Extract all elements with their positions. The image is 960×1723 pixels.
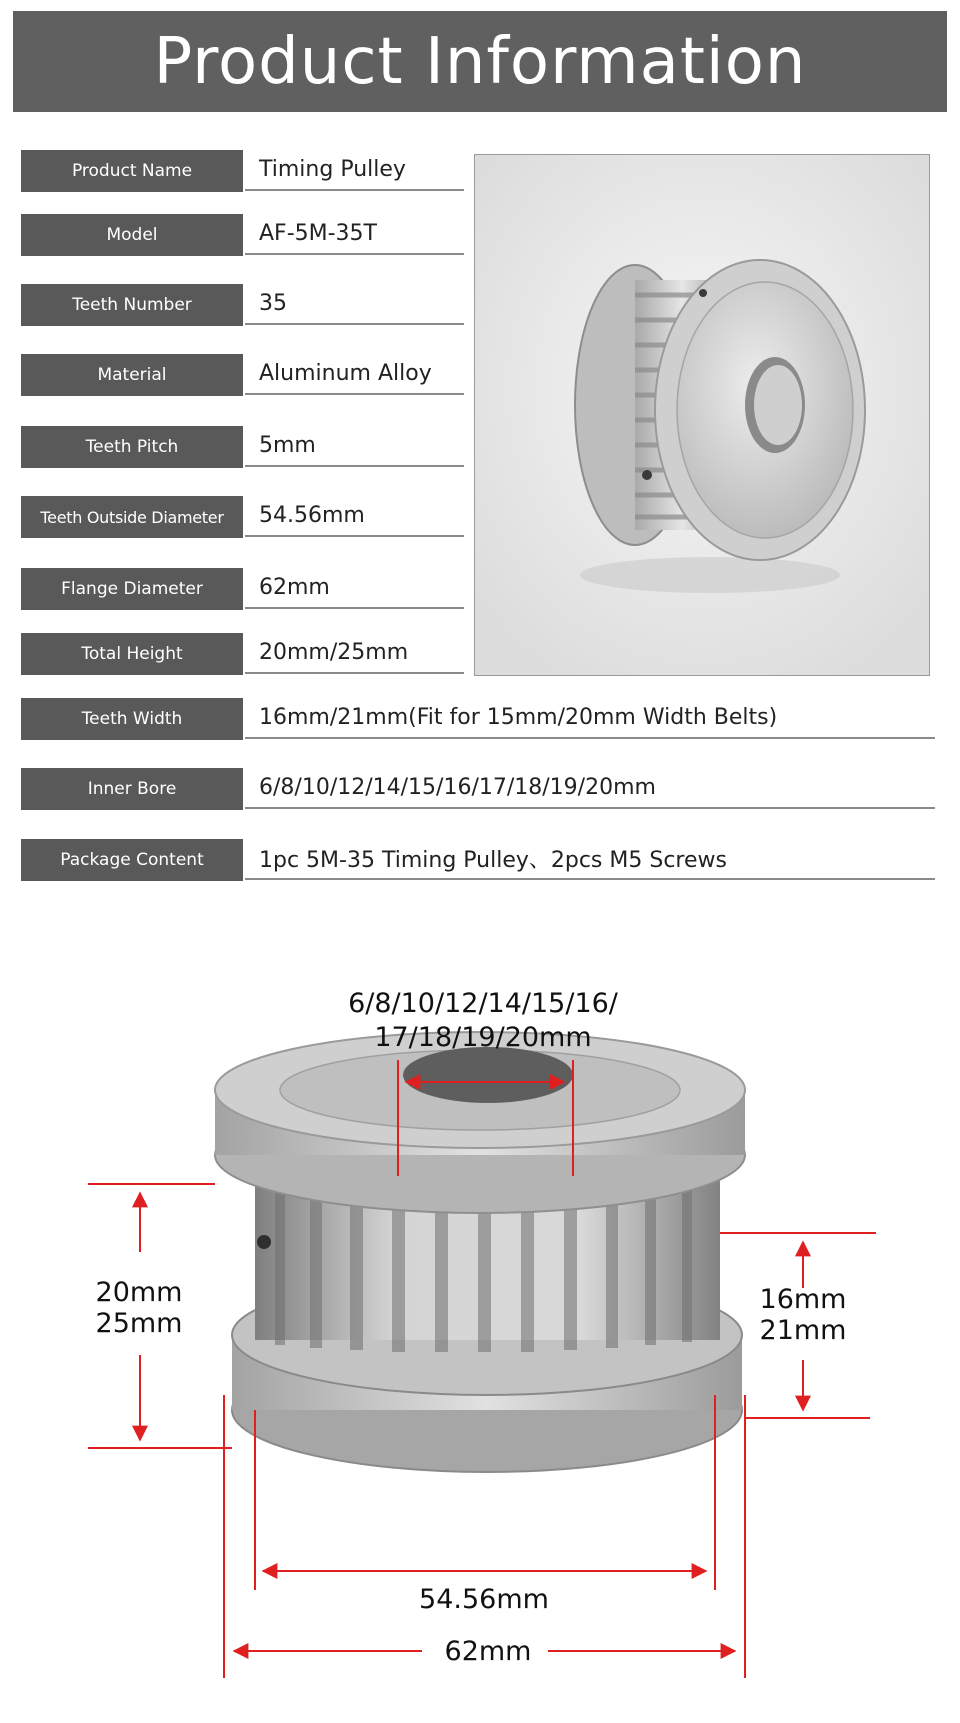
spec-value: 1pc 5M-35 Timing Pulley、2pcs M5 Screws [245, 839, 935, 880]
spec-value: 20mm/25mm [245, 633, 464, 674]
spec-label: Teeth Width [21, 698, 243, 740]
spec-value: Timing Pulley [245, 150, 464, 191]
spec-label: Model [21, 214, 243, 256]
set-screw-icon [257, 1235, 271, 1249]
spec-label: Teeth Number [21, 284, 243, 326]
dimension-drawing [0, 940, 960, 1723]
pulley-side-illustration [215, 1032, 745, 1472]
pulley-photo-illustration [475, 155, 929, 675]
bore-dimension-line2: 17/18/19/20mm [374, 1022, 592, 1053]
bore-dimension-line1: 6/8/10/12/14/15/16/ [348, 988, 618, 1019]
page-title: Product Information [153, 24, 807, 99]
spec-value: 5mm [245, 426, 464, 467]
spec-value: 35 [245, 284, 464, 325]
spec-label: Teeth Pitch [21, 426, 243, 468]
spec-value: Aluminum Alloy [245, 354, 464, 395]
set-screw-icon [642, 470, 652, 480]
spec-value: 6/8/10/12/14/15/16/17/18/19/20mm [245, 768, 935, 809]
spec-label: Inner Bore [21, 768, 243, 810]
height-dimension-line2: 25mm [95, 1308, 183, 1339]
height-dimension-line1: 20mm [95, 1277, 183, 1308]
teeth-width-dimension-line1: 16mm [759, 1284, 847, 1315]
inner-bore [403, 1047, 573, 1103]
spec-label: Product Name [21, 150, 243, 192]
spec-label: Total Height [21, 633, 243, 675]
product-photo [474, 154, 930, 676]
spec-value: AF-5M-35T [245, 214, 464, 255]
teeth-width-dimension-line2: 21mm [759, 1315, 847, 1346]
spec-label: Flange Diameter [21, 568, 243, 610]
spec-label: Package Content [21, 839, 243, 881]
spec-value: 54.56mm [245, 496, 464, 537]
teeth-diameter-dimension: 54.56mm [419, 1584, 549, 1615]
flange-diameter-dimension: 62mm [444, 1636, 532, 1667]
spec-label: Material [21, 354, 243, 396]
spec-value: 16mm/21mm(Fit for 15mm/20mm Width Belts) [245, 698, 935, 739]
spec-value: 62mm [245, 568, 464, 609]
spec-label: Teeth Outside Diameter [21, 496, 243, 538]
page-title-banner [13, 11, 947, 112]
